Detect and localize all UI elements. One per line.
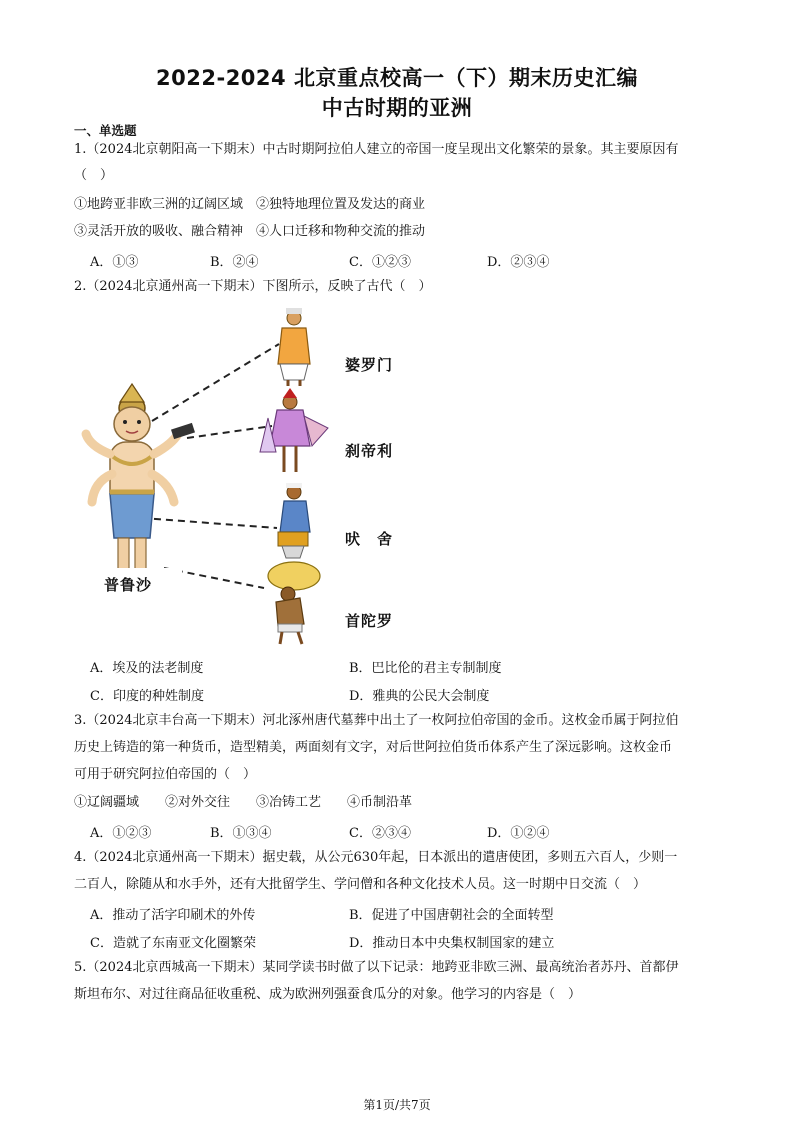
question-4-stem-line-2: 二百人，除随从和水手外，还有大批留学生、学问僧和各种文化技术人员。这一时期中日交流（ ） [74, 877, 647, 892]
question-4-option-a: A．推动了活字印刷术的外传 [90, 908, 256, 923]
question-3-stem-line-3: 可用于研究阿拉伯帝国的（ ） [74, 767, 257, 782]
question-4-option-d: D．推动日本中央集权制国家的建立 [349, 936, 555, 951]
question-3-option-b: B．①③④ [210, 826, 272, 841]
question-1-stem-line-2: （ ） [74, 168, 114, 183]
question-3-option-d: D．①②④ [487, 826, 550, 841]
question-1-item-line-2: ③灵活开放的吸收、融合精神 ④人口迁移和物种交流的推动 [74, 224, 426, 239]
question-3-option-a: A．①②③ [90, 826, 152, 841]
document-title: 2022-2024 北京重点校高一（下）期末历史汇编 [156, 66, 638, 90]
document-subtitle: 中古时期的亚洲 [321, 96, 473, 120]
purusha-label: 普鲁沙 [104, 576, 153, 594]
caste-system-illustration [72, 306, 422, 646]
caste-label-brahmin: 婆罗门 [345, 356, 394, 374]
question-2-option-a: A．埃及的法老制度 [90, 661, 204, 676]
question-4-option-b: B．促进了中国唐朝社会的全面转型 [349, 908, 554, 923]
caste-label-shudra: 首陀罗 [345, 612, 394, 630]
question-1-item-line-1: ①地跨亚非欧三洲的辽阔区域 ②独特地理位置及发达的商业 [74, 197, 426, 212]
question-1-option-d: D．②③④ [487, 255, 550, 270]
question-2-option-c: C．印度的种姓制度 [90, 689, 204, 704]
question-2-option-b: B．巴比伦的君主专制制度 [349, 661, 502, 676]
question-1-option-a: A．①③ [90, 255, 139, 270]
caste-label-kshatriya: 刹帝利 [345, 442, 394, 460]
question-4-stem-line-1: 4.（2024北京通州高一下期末）据史载，从公元630年起，日本派出的遣唐使团，多则五六百人，少则一 [74, 850, 678, 865]
question-2-stem: 2.（2024北京通州高一下期末）下图所示，反映了古代（ ） [74, 279, 432, 294]
question-5-stem-line-1: 5.（2024北京西城高一下期末）某同学读书时做了以下记录：地跨亚非欧三洲、最高统治者苏丹、首都伊 [74, 960, 679, 975]
question-1-option-b: B．②④ [210, 255, 259, 270]
question-3-items: ①辽阔疆域 ②对外交往 ③冶铸工艺 ④币制沿革 [74, 795, 413, 810]
page-number-footer: 第1页/共7页 [363, 1098, 431, 1112]
question-3-stem-line-2: 历史上铸造的第一种货币，造型精美，两面刻有文字，对后世阿拉伯货币体系产生了深远影响。这枚金币 [74, 740, 673, 755]
question-2-option-d: D．雅典的公民大会制度 [349, 689, 490, 704]
question-3-stem-line-1: 3.（2024北京丰台高一下期末）河北涿州唐代墓葬中出土了一枚阿拉伯帝国的金币。这枚金币属于阿拉伯 [74, 713, 679, 728]
question-4-option-c: C．造就了东南亚文化圈繁荣 [90, 936, 256, 951]
question-1-option-c: C．①②③ [349, 255, 411, 270]
question-3-option-c: C．②③④ [349, 826, 411, 841]
question-5-stem-line-2: 斯坦布尔、对过往商品征收重税、成为欧洲列强蚕食瓜分的对象。他学习的内容是（ ） [74, 987, 582, 1002]
caste-label-vaishya: 吠 舍 [345, 530, 394, 548]
section-heading: 一、单选题 [74, 123, 137, 138]
question-1-stem-line-1: 1.（2024北京朝阳高一下期末）中古时期阿拉伯人建立的帝国一度呈现出文化繁荣的景象。其主要原因有 [74, 142, 679, 157]
